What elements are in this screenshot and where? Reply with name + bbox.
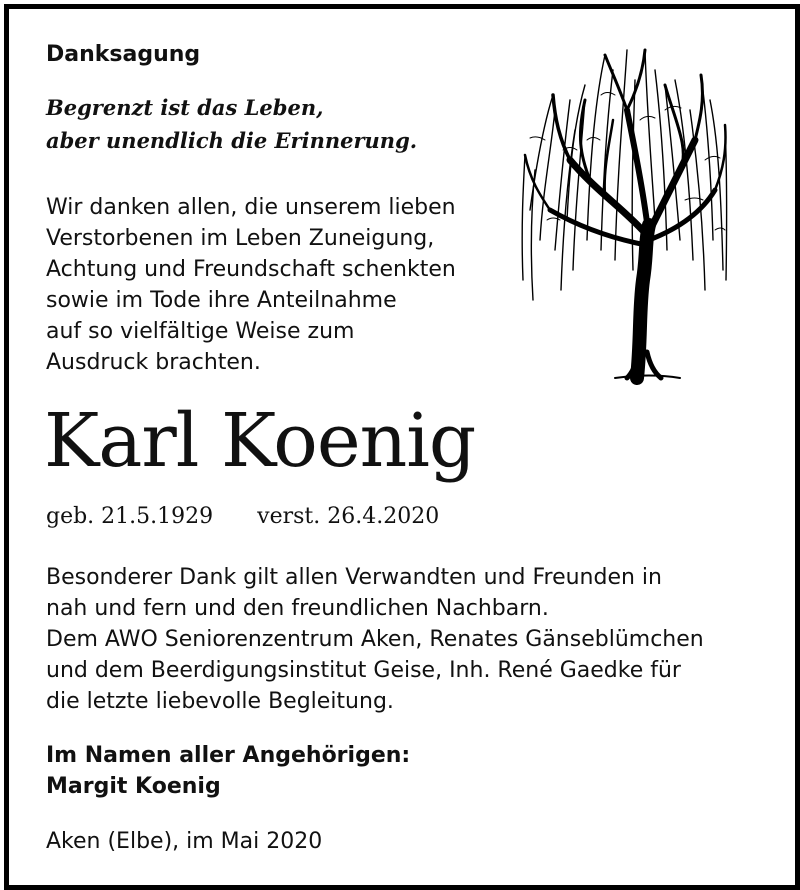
signature-block xyxy=(46,740,410,802)
thanks-line: Dem AWO Seniorenzentrum Aken, Renates Gänseblümchen xyxy=(46,627,704,652)
notice-heading: Danksagung xyxy=(46,42,201,67)
life-dates xyxy=(46,504,439,529)
quote-line: aber unendlich die Erinnerung. xyxy=(46,128,418,153)
death-date: verst. 26.4.2020 xyxy=(257,504,440,529)
place-date: Aken (Elbe), im Mai 2020 xyxy=(46,829,323,854)
signature-intro: Im Namen aller Angehörigen: xyxy=(46,743,411,768)
birth-date: geb. 21.5.1929 xyxy=(46,504,214,529)
thanks-line: und dem Beerdigungsinstitut Geise, Inh. René Gaedke für xyxy=(46,658,681,683)
intro-line: Wir danken allen, die unserem lieben xyxy=(46,195,456,220)
willow-tree-icon xyxy=(515,40,730,385)
thanks-line: nah und fern und den freundlichen Nachbarn. xyxy=(46,596,549,621)
thanks-line: die letzte liebevolle Begleitung. xyxy=(46,689,394,714)
quote-line: Begrenzt ist das Leben, xyxy=(46,95,324,120)
intro-line: Verstorbenen im Leben Zuneigung, xyxy=(46,226,435,251)
thanks-line: Besonderer Dank gilt allen Verwandten und Freunden in xyxy=(46,565,662,590)
intro-line: Achtung und Freundschaft schenkten xyxy=(46,257,456,282)
intro-line: sowie im Tode ihre Anteilnahme xyxy=(46,288,397,313)
memorial-quote xyxy=(46,91,417,157)
intro-line: auf so vielfältige Weise zum xyxy=(46,319,355,344)
intro-text xyxy=(46,192,456,378)
thanks-text xyxy=(46,562,704,717)
intro-line: Ausdruck brachten. xyxy=(46,350,261,375)
signatory-name: Margit Koenig xyxy=(46,774,221,799)
deceased-name: Karl Koenig xyxy=(44,398,476,484)
